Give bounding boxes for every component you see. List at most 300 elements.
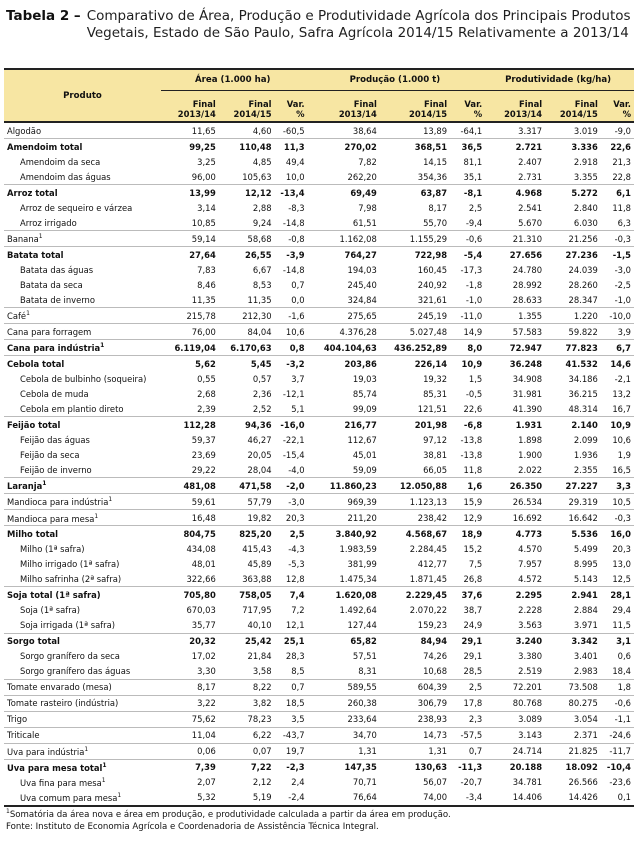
table-row bbox=[4, 541, 634, 556]
row-value-cell: 14,6 bbox=[601, 356, 634, 372]
row-value-cell: 238,93 bbox=[380, 711, 450, 727]
table-row bbox=[4, 633, 634, 649]
footnote-marker: 1 bbox=[42, 480, 47, 488]
header-sub-line1: Final bbox=[192, 99, 216, 109]
row-value-cell: 35,1 bbox=[463, 171, 483, 182]
row-product-name bbox=[4, 356, 161, 372]
row-value-cell: 17,8 bbox=[450, 695, 485, 711]
footnote-marker: 1 bbox=[108, 496, 113, 504]
row-product-name bbox=[4, 649, 161, 664]
row-value-cell: 34.186 bbox=[568, 373, 598, 384]
row-value-cell: 36.215 bbox=[568, 388, 598, 399]
table-row bbox=[4, 510, 634, 526]
table-row bbox=[4, 417, 634, 433]
row-value-cell: 28,3 bbox=[285, 651, 305, 662]
row-value-cell: 240,92 bbox=[417, 279, 448, 290]
product-name-text: Uva comum para mesa bbox=[20, 792, 118, 803]
row-value-cell: 21,84 bbox=[247, 651, 272, 662]
row-value-cell: 16.642 bbox=[545, 510, 601, 526]
row-value-cell: 27.236 bbox=[545, 247, 601, 263]
row-value-cell: 434,08 bbox=[186, 543, 216, 554]
row-value-cell: 11,04 bbox=[161, 727, 219, 743]
row-value-cell: 11,35 bbox=[191, 294, 216, 305]
row-value-cell: -14,8 bbox=[282, 264, 305, 275]
row-value-cell: 59,61 bbox=[161, 494, 219, 510]
row-value-cell: 31.981 bbox=[512, 388, 543, 399]
row-value-cell: 363,88 bbox=[242, 573, 272, 584]
footnote-text: Fonte: Instituto de Economia Agrícola e Coordenadoria de Assistência Técnica Integral. bbox=[6, 821, 379, 832]
row-value-cell: 10,5 bbox=[601, 494, 634, 510]
row-value-cell: -2,1 bbox=[614, 373, 631, 384]
table-row bbox=[4, 139, 634, 155]
row-value-cell: 705,80 bbox=[161, 587, 219, 603]
table-row bbox=[4, 356, 634, 372]
row-value-cell: 13,99 bbox=[161, 185, 219, 201]
row-value-cell: 14.426 bbox=[545, 790, 601, 806]
row-value-cell: 415,43 bbox=[242, 543, 272, 554]
row-value-cell: 1,8 bbox=[601, 679, 634, 695]
header-sub-6 bbox=[485, 91, 545, 123]
row-value-cell: 27.656 bbox=[485, 247, 545, 263]
table-row bbox=[4, 200, 634, 215]
header-sub-line2: 2013/14 bbox=[177, 109, 216, 119]
row-value-cell: -8,3 bbox=[288, 202, 305, 213]
row-value-cell: 12,8 bbox=[285, 573, 305, 584]
header-sub-1 bbox=[219, 91, 275, 123]
row-value-cell: 11,5 bbox=[612, 620, 631, 630]
row-value-cell: 8,17 bbox=[428, 202, 448, 213]
row-value-cell: 14,15 bbox=[423, 156, 448, 167]
row-value-cell: 12,12 bbox=[219, 185, 275, 201]
row-value-cell: 2.070,22 bbox=[409, 604, 448, 615]
row-value-cell: 7.957 bbox=[518, 558, 543, 569]
row-value-cell: -13,4 bbox=[275, 185, 308, 201]
row-value-cell: 77.823 bbox=[545, 340, 601, 356]
row-value-cell: 3,14 bbox=[197, 202, 216, 213]
row-value-cell: -1,0 bbox=[614, 294, 631, 305]
row-value-cell: -3,4 bbox=[450, 790, 485, 806]
row-value-cell: -0,6 bbox=[450, 231, 485, 247]
product-name-text: Cana para indústria bbox=[7, 343, 101, 354]
row-value-cell: 216,77 bbox=[308, 417, 380, 433]
row-value-cell: 212,30 bbox=[219, 308, 275, 324]
row-product-name bbox=[4, 200, 161, 215]
row-value-cell: 130,63 bbox=[380, 759, 450, 775]
row-value-cell: 19,03 bbox=[352, 373, 377, 384]
row-value-cell: 28.992 bbox=[512, 279, 543, 290]
product-name-text: Mandioca para indústria bbox=[7, 497, 109, 508]
row-value-cell: 1,5 bbox=[468, 373, 483, 384]
row-value-cell: 2,36 bbox=[252, 388, 272, 399]
row-value-cell: 2,07 bbox=[197, 777, 216, 788]
row-value-cell: 18,9 bbox=[450, 526, 485, 542]
row-value-cell: 28.347 bbox=[568, 294, 598, 305]
footnote-marker: 1 bbox=[94, 512, 99, 520]
footnote-marker: 1 bbox=[101, 776, 106, 784]
table-row bbox=[4, 571, 634, 587]
row-value-cell: 2.228 bbox=[518, 604, 543, 615]
row-value-cell: 38,81 bbox=[423, 449, 448, 460]
table-body bbox=[4, 122, 634, 806]
row-value-cell: 78,23 bbox=[219, 711, 275, 727]
row-product-name bbox=[4, 695, 161, 711]
row-value-cell: 10,9 bbox=[450, 356, 485, 372]
row-value-cell: -64,1 bbox=[460, 125, 483, 136]
row-value-cell: 4.968 bbox=[485, 185, 545, 201]
row-value-cell: 3,7 bbox=[291, 373, 305, 384]
table-row bbox=[4, 215, 634, 231]
row-value-cell: 99,09 bbox=[352, 403, 377, 414]
row-value-cell: 5.499 bbox=[573, 543, 598, 554]
footnote-marker: 1 bbox=[26, 310, 30, 318]
row-value-cell: 5,1 bbox=[291, 403, 305, 414]
row-value-cell: 194,03 bbox=[347, 264, 377, 275]
row-value-cell: 2.229,45 bbox=[380, 587, 450, 603]
row-value-cell: -17,3 bbox=[460, 264, 483, 275]
row-value-cell: 3,1 bbox=[601, 633, 634, 649]
row-value-cell: -13,8 bbox=[460, 449, 483, 460]
row-value-cell: 20.188 bbox=[485, 759, 545, 775]
row-value-cell: 85,31 bbox=[423, 388, 448, 399]
product-name-text: Mandioca para mesa bbox=[7, 513, 95, 524]
row-value-cell: -57,5 bbox=[450, 727, 485, 743]
row-product-name bbox=[4, 432, 161, 447]
row-value-cell: 2.140 bbox=[545, 417, 601, 433]
row-value-cell: 110,48 bbox=[219, 139, 275, 155]
row-value-cell: 16,7 bbox=[612, 403, 631, 414]
header-sub-line2: 2014/15 bbox=[409, 109, 448, 119]
row-value-cell: 6,22 bbox=[219, 727, 275, 743]
row-value-cell: 21.825 bbox=[545, 743, 601, 759]
row-value-cell: 112,67 bbox=[347, 434, 377, 445]
row-value-cell: 2,39 bbox=[197, 403, 216, 414]
table-title-text: Comparativo de Área, Produção e Produtividade Agrícola dos Principais Produtos Vegetais, Estado de São Paulo, Safra Agrícola 2014/15 Relativamente a 2013/14 bbox=[86, 8, 631, 41]
table-row bbox=[4, 247, 634, 263]
row-value-cell: 0,7 bbox=[450, 743, 485, 759]
row-value-cell: 804,75 bbox=[161, 526, 219, 542]
row-value-cell: 670,03 bbox=[186, 604, 216, 615]
header-sub-line2: 2013/14 bbox=[504, 109, 543, 119]
row-value-cell: 7,39 bbox=[161, 759, 219, 775]
product-name-text: Amendoim da seca bbox=[20, 156, 101, 167]
row-value-cell: 381,99 bbox=[347, 558, 377, 569]
row-value-cell: -3,9 bbox=[275, 247, 308, 263]
row-value-cell: 2.721 bbox=[485, 139, 545, 155]
row-value-cell: -3,0 bbox=[275, 494, 308, 510]
table-row bbox=[4, 743, 634, 759]
row-value-cell: -2,5 bbox=[614, 279, 631, 290]
row-value-cell: 471,58 bbox=[219, 478, 275, 494]
row-value-cell: 3,58 bbox=[252, 666, 272, 677]
crop-comparison-table bbox=[4, 68, 634, 807]
row-value-cell: 74,00 bbox=[380, 790, 450, 806]
product-name-text: Laranja bbox=[7, 481, 43, 492]
row-value-cell: 25,42 bbox=[219, 633, 275, 649]
row-value-cell: 25,1 bbox=[275, 633, 308, 649]
row-value-cell: 481,08 bbox=[161, 478, 219, 494]
row-value-cell: 18,5 bbox=[275, 695, 308, 711]
row-value-cell: 72.947 bbox=[485, 340, 545, 356]
row-value-cell: 3.240 bbox=[485, 633, 545, 649]
header-sub-line2: 2013/14 bbox=[338, 109, 377, 119]
row-value-cell: 28.633 bbox=[512, 294, 543, 305]
row-value-cell: 238,42 bbox=[380, 510, 450, 526]
table-row bbox=[4, 478, 634, 494]
row-value-cell: 26.566 bbox=[568, 777, 598, 788]
row-value-cell: 717,95 bbox=[242, 604, 272, 615]
row-product-name bbox=[4, 247, 161, 263]
row-value-cell: 84,94 bbox=[380, 633, 450, 649]
row-value-cell: -16,0 bbox=[275, 417, 308, 433]
row-product-name bbox=[4, 526, 161, 542]
row-value-cell: 2.407 bbox=[518, 156, 543, 167]
row-value-cell: 6.170,63 bbox=[219, 340, 275, 356]
row-value-cell: -0,5 bbox=[465, 388, 483, 399]
row-value-cell: 94,36 bbox=[219, 417, 275, 433]
row-value-cell: 97,12 bbox=[423, 434, 448, 445]
row-value-cell: 1.931 bbox=[485, 417, 545, 433]
row-value-cell: 324,84 bbox=[347, 294, 377, 305]
row-value-cell: 0,57 bbox=[252, 373, 272, 384]
row-value-cell: 28,5 bbox=[463, 666, 483, 677]
row-value-cell: 0,7 bbox=[275, 679, 308, 695]
row-value-cell: 127,44 bbox=[347, 620, 377, 630]
row-value-cell: -8,1 bbox=[450, 185, 485, 201]
row-product-name bbox=[4, 478, 161, 494]
row-value-cell: 70,71 bbox=[352, 777, 377, 788]
row-value-cell: 19,7 bbox=[275, 743, 308, 759]
row-value-cell: 38,7 bbox=[463, 604, 483, 615]
row-value-cell: 262,20 bbox=[347, 171, 377, 182]
row-value-cell: 63,87 bbox=[380, 185, 450, 201]
row-value-cell: 4.376,28 bbox=[308, 324, 380, 340]
row-value-cell: 22,6 bbox=[601, 139, 634, 155]
row-product-name bbox=[4, 154, 161, 169]
row-value-cell: 4.773 bbox=[485, 526, 545, 542]
product-name-text: Arroz irrigado bbox=[20, 217, 77, 228]
row-value-cell: 8,17 bbox=[161, 679, 219, 695]
row-value-cell: 59,14 bbox=[161, 231, 219, 247]
row-value-cell: 24,9 bbox=[463, 620, 483, 630]
header-sub-line2: % bbox=[296, 109, 305, 119]
table-row bbox=[4, 154, 634, 169]
product-name-text: Uva fina para mesa bbox=[20, 777, 102, 788]
row-value-cell: -11,7 bbox=[601, 743, 634, 759]
row-product-name bbox=[4, 759, 161, 775]
row-value-cell: -0,3 bbox=[601, 231, 634, 247]
row-product-name bbox=[4, 122, 161, 139]
row-value-cell: 270,02 bbox=[308, 139, 380, 155]
row-product-name bbox=[4, 139, 161, 155]
row-value-cell: 34,70 bbox=[308, 727, 380, 743]
row-value-cell: 57.583 bbox=[485, 324, 545, 340]
row-value-cell: 11,8 bbox=[463, 464, 483, 475]
row-value-cell: 10,68 bbox=[423, 666, 448, 677]
row-value-cell: 3.840,92 bbox=[308, 526, 380, 542]
row-value-cell: -3,2 bbox=[275, 356, 308, 372]
header-group-row bbox=[4, 69, 634, 91]
row-value-cell: 57,79 bbox=[219, 494, 275, 510]
row-value-cell: 61,51 bbox=[352, 217, 377, 228]
product-name-text: Batata total bbox=[7, 249, 64, 260]
row-value-cell: 29.319 bbox=[545, 494, 601, 510]
row-value-cell: 81,1 bbox=[463, 156, 483, 167]
row-value-cell: 2.022 bbox=[518, 464, 543, 475]
row-value-cell: 233,64 bbox=[308, 711, 380, 727]
table-row bbox=[4, 711, 634, 727]
header-sub-line1: Final bbox=[353, 99, 377, 109]
row-product-name bbox=[4, 775, 161, 790]
row-value-cell: 1.155,29 bbox=[380, 231, 450, 247]
row-value-cell: 6,3 bbox=[617, 217, 631, 228]
header-sub-5 bbox=[450, 91, 485, 123]
row-value-cell: 15,2 bbox=[463, 543, 483, 554]
row-product-name bbox=[4, 679, 161, 695]
row-value-cell: 20,3 bbox=[612, 543, 631, 554]
footnote-marker: 1 bbox=[6, 808, 10, 815]
row-value-cell: 3,82 bbox=[219, 695, 275, 711]
row-value-cell: 19,82 bbox=[219, 510, 275, 526]
row-value-cell: 45,01 bbox=[352, 449, 377, 460]
row-value-cell: 3,5 bbox=[275, 711, 308, 727]
row-value-cell: 969,39 bbox=[308, 494, 380, 510]
table-row bbox=[4, 340, 634, 356]
header-sub-line2: 2014/15 bbox=[233, 109, 272, 119]
row-value-cell: 28,1 bbox=[601, 587, 634, 603]
row-value-cell: 105,63 bbox=[242, 171, 272, 182]
row-value-cell: 368,51 bbox=[380, 139, 450, 155]
header-group-area: Área (1.000 ha) bbox=[161, 69, 308, 91]
row-value-cell: 3,25 bbox=[197, 156, 216, 167]
row-product-name bbox=[4, 169, 161, 185]
row-value-cell: 12.050,88 bbox=[380, 478, 450, 494]
row-value-cell: 1.900 bbox=[518, 449, 543, 460]
table-row bbox=[4, 602, 634, 617]
row-value-cell: -20,7 bbox=[460, 777, 483, 788]
row-value-cell: 20,05 bbox=[247, 449, 272, 460]
row-value-cell: 2,88 bbox=[252, 202, 272, 213]
row-product-name bbox=[4, 231, 161, 247]
row-value-cell: 8,53 bbox=[252, 279, 272, 290]
row-value-cell: 404.104,63 bbox=[308, 340, 380, 356]
row-value-cell: 2,5 bbox=[468, 202, 483, 213]
table-row bbox=[4, 432, 634, 447]
row-value-cell: 13,0 bbox=[612, 558, 631, 569]
row-value-cell: -60,5 bbox=[282, 125, 305, 136]
row-value-cell: 24.780 bbox=[512, 264, 543, 275]
row-value-cell: 5,45 bbox=[219, 356, 275, 372]
header-group-production: Produção (1.000 t) bbox=[308, 69, 486, 91]
footnote-marker: 1 bbox=[102, 761, 107, 769]
footnotes bbox=[6, 806, 634, 833]
row-value-cell: 764,27 bbox=[308, 247, 380, 263]
row-value-cell: 24.039 bbox=[568, 264, 598, 275]
row-value-cell: -5,4 bbox=[450, 247, 485, 263]
row-value-cell: 322,66 bbox=[186, 573, 216, 584]
row-value-cell: 4,85 bbox=[252, 156, 272, 167]
row-value-cell: 76,00 bbox=[161, 324, 219, 340]
row-value-cell: 73.508 bbox=[545, 679, 601, 695]
row-value-cell: -13,8 bbox=[460, 434, 483, 445]
row-value-cell: 8,46 bbox=[197, 279, 216, 290]
row-value-cell: 10,6 bbox=[275, 324, 308, 340]
row-value-cell: 14,9 bbox=[450, 324, 485, 340]
row-value-cell: 1,9 bbox=[617, 449, 631, 460]
row-value-cell: 29,22 bbox=[191, 464, 216, 475]
row-value-cell: 0,06 bbox=[161, 743, 219, 759]
table-row bbox=[4, 790, 634, 806]
row-value-cell: 0,6 bbox=[617, 651, 631, 662]
header-sub-line1: Final bbox=[423, 99, 448, 109]
table-row bbox=[4, 277, 634, 292]
product-name-text: Uva para indústria bbox=[7, 746, 85, 757]
row-value-cell: 20,32 bbox=[161, 633, 219, 649]
row-value-cell: 6,1 bbox=[601, 185, 634, 201]
row-value-cell: 34.781 bbox=[512, 777, 543, 788]
row-product-name bbox=[4, 371, 161, 386]
product-name-text: Arroz total bbox=[7, 187, 58, 198]
footnote-line bbox=[6, 821, 634, 833]
row-value-cell: -3,0 bbox=[614, 264, 631, 275]
product-name-text: Soja total (1ª safra) bbox=[7, 589, 101, 600]
header-sub-line1: Final bbox=[519, 99, 543, 109]
row-value-cell: -4,3 bbox=[288, 543, 305, 554]
row-product-name bbox=[4, 417, 161, 433]
row-product-name bbox=[4, 556, 161, 571]
row-value-cell: 275,65 bbox=[308, 308, 380, 324]
table-row bbox=[4, 494, 634, 510]
row-value-cell: 26,8 bbox=[463, 573, 483, 584]
row-value-cell: 2.941 bbox=[545, 587, 601, 603]
row-value-cell: 825,20 bbox=[219, 526, 275, 542]
row-value-cell: 8.995 bbox=[573, 558, 598, 569]
header-sub-line1: Final bbox=[248, 99, 272, 109]
row-product-name bbox=[4, 324, 161, 340]
row-value-cell: 11,3 bbox=[275, 139, 308, 155]
row-value-cell: 55,70 bbox=[423, 217, 448, 228]
row-value-cell: 11,65 bbox=[191, 125, 216, 136]
row-product-name bbox=[4, 633, 161, 649]
row-value-cell: 3,22 bbox=[161, 695, 219, 711]
product-name-text: Soja (1ª safra) bbox=[20, 604, 81, 615]
row-value-cell: 112,28 bbox=[161, 417, 219, 433]
row-value-cell: 96,00 bbox=[191, 171, 216, 182]
row-value-cell: -2,3 bbox=[275, 759, 308, 775]
row-value-cell: -11,0 bbox=[450, 308, 485, 324]
row-value-cell: 14.406 bbox=[485, 790, 545, 806]
row-value-cell: 20,3 bbox=[275, 510, 308, 526]
product-name-text: Batata da seca bbox=[20, 279, 83, 290]
row-value-cell: 84,04 bbox=[219, 324, 275, 340]
product-name-text: Tomate envarado (mesa) bbox=[7, 682, 112, 693]
row-value-cell: 22,8 bbox=[612, 171, 631, 182]
row-value-cell: 1,31 bbox=[308, 743, 380, 759]
product-name-text: Café bbox=[7, 311, 27, 322]
header-sub-4 bbox=[380, 91, 450, 123]
row-value-cell: 11,8 bbox=[612, 202, 631, 213]
product-name-text: Milho irrigado (1ª safra) bbox=[20, 558, 120, 569]
row-value-cell: 66,05 bbox=[423, 464, 448, 475]
product-name-text: Triticale bbox=[7, 730, 40, 741]
product-name-text: Feijão das águas bbox=[20, 434, 90, 445]
row-product-name bbox=[4, 494, 161, 510]
row-value-cell: 24.714 bbox=[485, 743, 545, 759]
row-value-cell: 3,3 bbox=[601, 478, 634, 494]
header-sub-2 bbox=[275, 91, 308, 123]
row-value-cell: 147,35 bbox=[308, 759, 380, 775]
row-value-cell: 21.256 bbox=[545, 231, 601, 247]
row-value-cell: 15,9 bbox=[450, 494, 485, 510]
